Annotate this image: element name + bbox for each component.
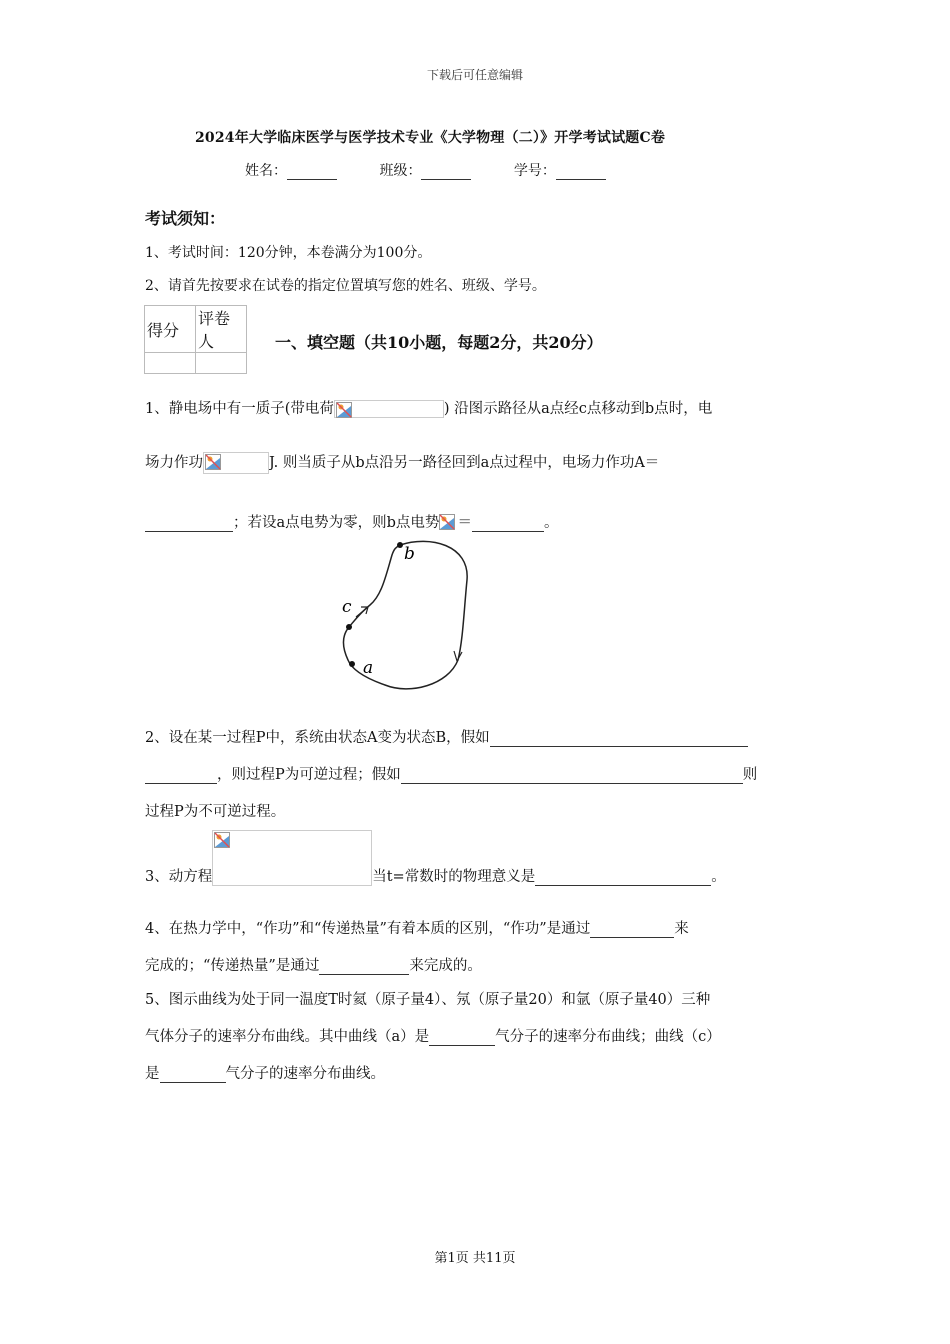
work-formula-image xyxy=(203,452,269,474)
q1-text-f: ＝ xyxy=(457,515,472,531)
point-a xyxy=(349,661,355,667)
student-id-label: 学号： xyxy=(513,163,556,179)
score-cell[interactable] xyxy=(145,353,196,374)
q1-text-b: ) 沿图示路径从a点经c点移动到b点时，电 xyxy=(443,401,713,417)
header-note: 下载后可任意编辑 xyxy=(426,68,523,82)
q1-blank-1[interactable] xyxy=(145,516,233,532)
exam-title: 2024年大学临床医学与医学技术专业《大学物理（二）》开学考试试题C卷 xyxy=(194,130,666,146)
q3-text-a: 3、动方程 xyxy=(145,869,213,885)
name-field xyxy=(245,160,337,180)
q5-text-e: 气分子的速率分布曲线。 xyxy=(225,1066,385,1082)
question-1-line-2 xyxy=(145,451,659,474)
class-label: 班级： xyxy=(379,163,422,179)
q2-text-b: ，则过程P为可逆过程；假如 xyxy=(217,767,401,783)
q2-blank-1[interactable] xyxy=(490,731,748,747)
q4-text-c: 完成的；“传递热量”是通过 xyxy=(145,958,320,974)
q4-blank-2[interactable] xyxy=(319,959,409,975)
grader-cell[interactable] xyxy=(196,353,247,374)
question-5-line-2 xyxy=(145,1025,721,1046)
notice-item-1: 1、考试时间：120分钟，本卷满分为100分。 xyxy=(145,245,432,261)
q1-text-a: 1、静电场中有一质子(带电荷 xyxy=(145,401,334,417)
score-header: 得分 xyxy=(145,306,196,353)
name-blank[interactable] xyxy=(287,165,337,180)
notice-item-2: 2、请首先按要求在试卷的指定位置填写您的姓名、班级、学号。 xyxy=(145,278,546,294)
q5-blank-2[interactable] xyxy=(160,1067,226,1083)
question-5-line-3 xyxy=(145,1062,385,1083)
class-blank[interactable] xyxy=(421,165,471,180)
name-label: 姓名： xyxy=(245,163,287,179)
q1-text-d: J. 则当质子从b点沿另一路径回到a点过程中，电场力作功A＝ xyxy=(269,455,660,471)
student-id-field xyxy=(514,160,606,180)
q5-text-c: 气分子的速率分布曲线；曲线（c） xyxy=(495,1029,721,1045)
score-table xyxy=(144,305,247,374)
question-4-line-2 xyxy=(145,954,482,975)
class-field xyxy=(379,160,471,180)
q2-blank-2[interactable] xyxy=(401,768,743,784)
question-2-line-3: 过程P为不可逆过程。 xyxy=(145,804,286,820)
question-3-line xyxy=(145,830,726,886)
q5-text-d: 是 xyxy=(145,1066,160,1082)
q2-text-a: 2、设在某一过程P中，系统由状态A变为状态B，假如 xyxy=(145,730,490,746)
q2-text-c: 则 xyxy=(742,767,758,783)
point-c xyxy=(346,624,352,630)
question-2-line-1 xyxy=(145,726,748,747)
q1-blank-2[interactable] xyxy=(472,516,544,532)
q3-blank[interactable] xyxy=(535,870,711,886)
motion-equation-image xyxy=(212,830,372,886)
page-footer: 第1页 共11页 xyxy=(434,1251,516,1266)
q4-text-b: 来 xyxy=(674,921,689,937)
question-5-line-1: 5、图示曲线为处于同一温度T时氦（原子量4）、氖（原子量20）和氩（原子量40）三种 xyxy=(145,992,711,1008)
student-info-row xyxy=(245,160,644,180)
q5-blank-1[interactable] xyxy=(429,1030,495,1046)
broken-image-icon xyxy=(205,454,221,470)
direction-arrow-c xyxy=(356,607,368,617)
q2-blank-1-cont[interactable] xyxy=(145,768,217,784)
label-a: a xyxy=(363,658,374,678)
notice-title: 考试须知： xyxy=(145,209,226,228)
path-diagram xyxy=(330,535,480,695)
student-id-blank[interactable] xyxy=(556,165,606,180)
grader-header: 评卷人 xyxy=(196,306,247,353)
question-1-line-1 xyxy=(145,397,712,418)
broken-image-icon xyxy=(214,832,230,848)
q4-text-a: 4、在热力学中，“作功”和“传递热量”有着本质的区别，“作功”是通过 xyxy=(145,921,591,937)
potential-symbol-image xyxy=(439,514,457,532)
q3-text-c: 。 xyxy=(711,869,726,885)
section-title: 一、填空题（共10小题，每题2分，共20分） xyxy=(275,333,603,352)
q1-text-g: 。 xyxy=(543,515,559,531)
point-b xyxy=(397,542,403,548)
broken-image-icon xyxy=(336,402,352,418)
q1-text-e: ；若设a点电势为零，则b点电势 xyxy=(233,515,440,531)
label-b: b xyxy=(404,544,415,564)
question-2-line-2 xyxy=(145,763,757,784)
q5-text-b: 气体分子的速率分布曲线。其中曲线（a）是 xyxy=(145,1029,430,1045)
charge-formula-image xyxy=(334,400,444,418)
direction-arrow-right xyxy=(454,651,462,661)
q1-text-c: 场力作功 xyxy=(145,455,203,471)
broken-image-icon xyxy=(439,514,455,530)
q3-text-b: 当t=常数时的物理意义是 xyxy=(372,869,536,885)
question-1-line-3 xyxy=(145,511,558,532)
q4-blank-1[interactable] xyxy=(590,922,674,938)
q4-text-d: 来完成的。 xyxy=(409,958,482,974)
label-c: c xyxy=(342,597,352,617)
question-4-line-1 xyxy=(145,917,689,938)
